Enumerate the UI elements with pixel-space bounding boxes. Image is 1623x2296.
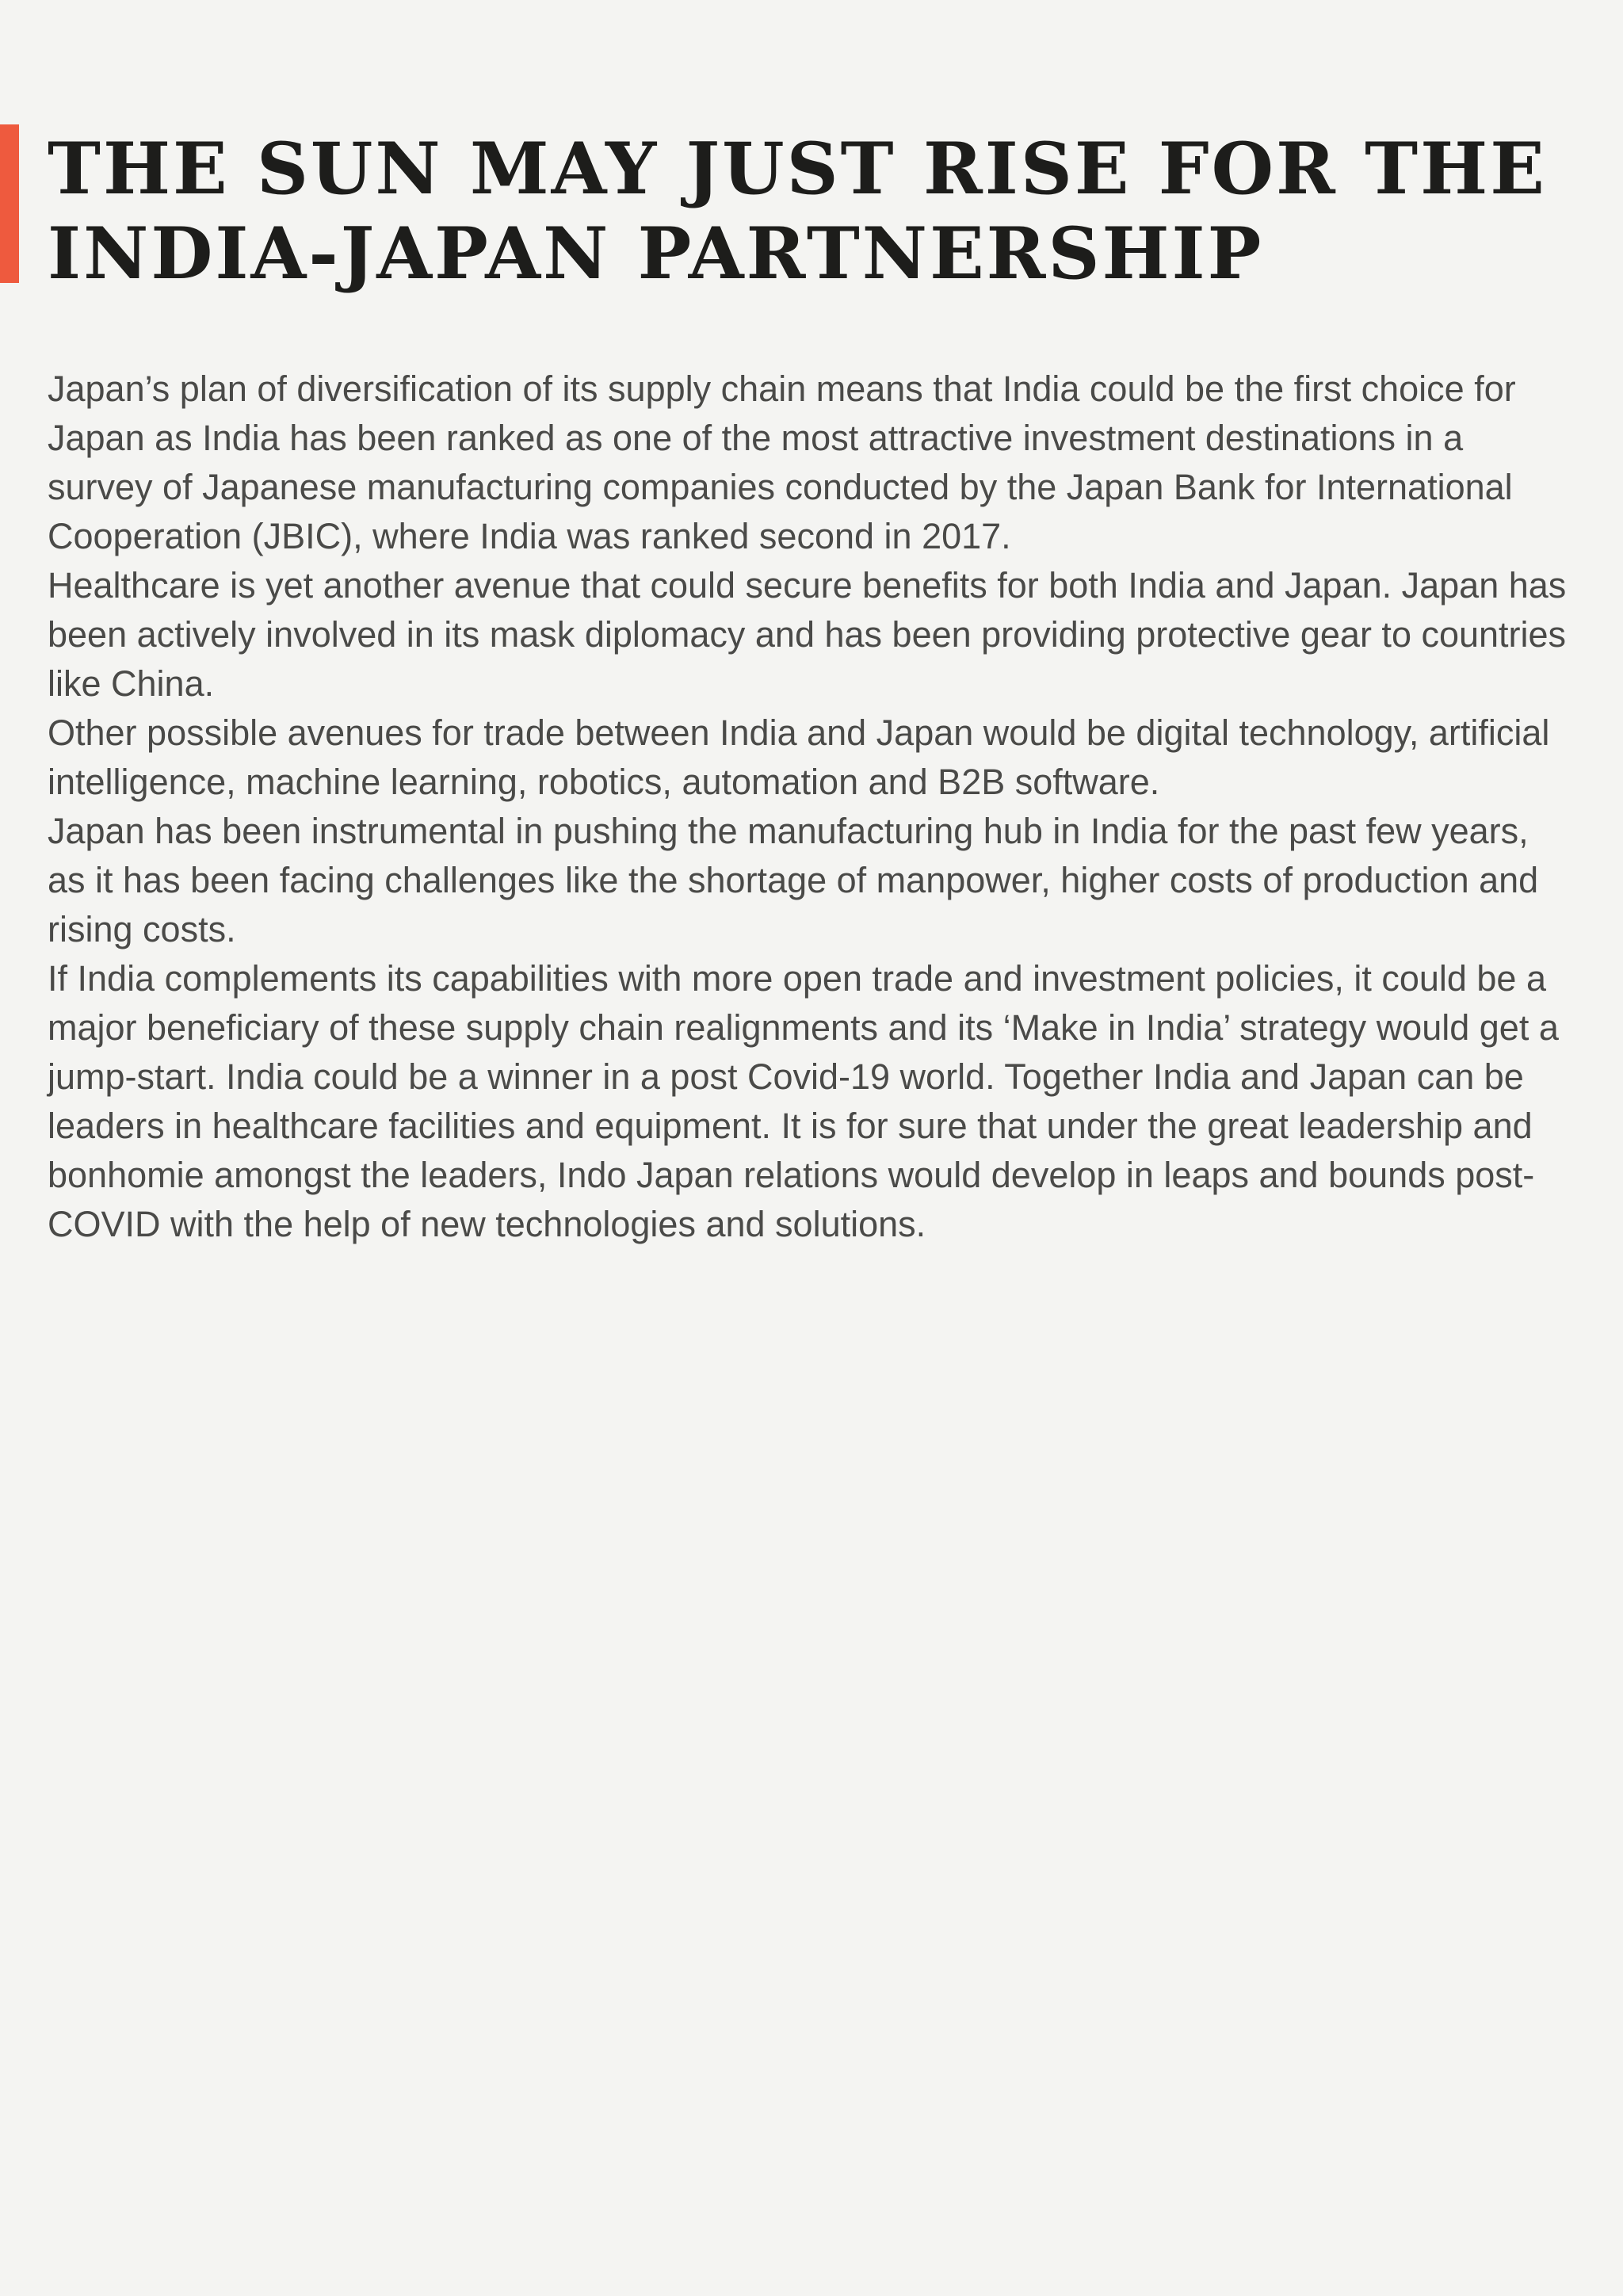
article-title-line-2: INDIA-JAPAN PARTNERSHIP [48, 212, 1264, 296]
paragraph-conclusion: If India complements its capabilities with more open trade and investment policies, it could be a major beneficiary of these supply chain realignments and its ‘Make in India’ strategy would get a jump-start. India could be a winner in a post Covid-19 world. Together India and Japan can be leaders in healthcare facilities and equipment. It is for sure that under the great leadership and bonhomie amongst the leaders, Indo Japan relations would develop in leaps and bounds post-COVID with the help of new technologies and solutions. [48, 958, 1559, 1244]
article-title-line-1: THE SUN MAY JUST RISE FOR THE [48, 127, 1547, 211]
paragraph-supply-chain: Japan’s plan of diversification of its supply chain means that India could be the first choice for Japan as India has been ranked as one of the most attractive investment destinations in a survey of Japanese manufacturing companies conducted by the Japan Bank for International Cooperation (JBIC), where India was ranked second in 2017. [48, 369, 1516, 556]
article-body [48, 365, 1569, 1249]
paragraph-trade-avenues: Other possible avenues for trade between India and Japan would be digital technology, artificial intelligence, machine learning, robotics, automation and B2B software. [48, 712, 1550, 802]
title-accent-bar [0, 124, 19, 283]
paragraph-manufacturing: Japan has been instrumental in pushing the manufacturing hub in India for the past few years, as it has been facing challenges like the shortage of manpower, higher costs of production and rising costs. [48, 811, 1539, 949]
article-title [48, 127, 1553, 296]
paragraph-healthcare: Healthcare is yet another avenue that could secure benefits for both India and Japan. Japan has been actively involved in its mask diplomacy and has been providing protective gear to countries like China. [48, 565, 1567, 704]
